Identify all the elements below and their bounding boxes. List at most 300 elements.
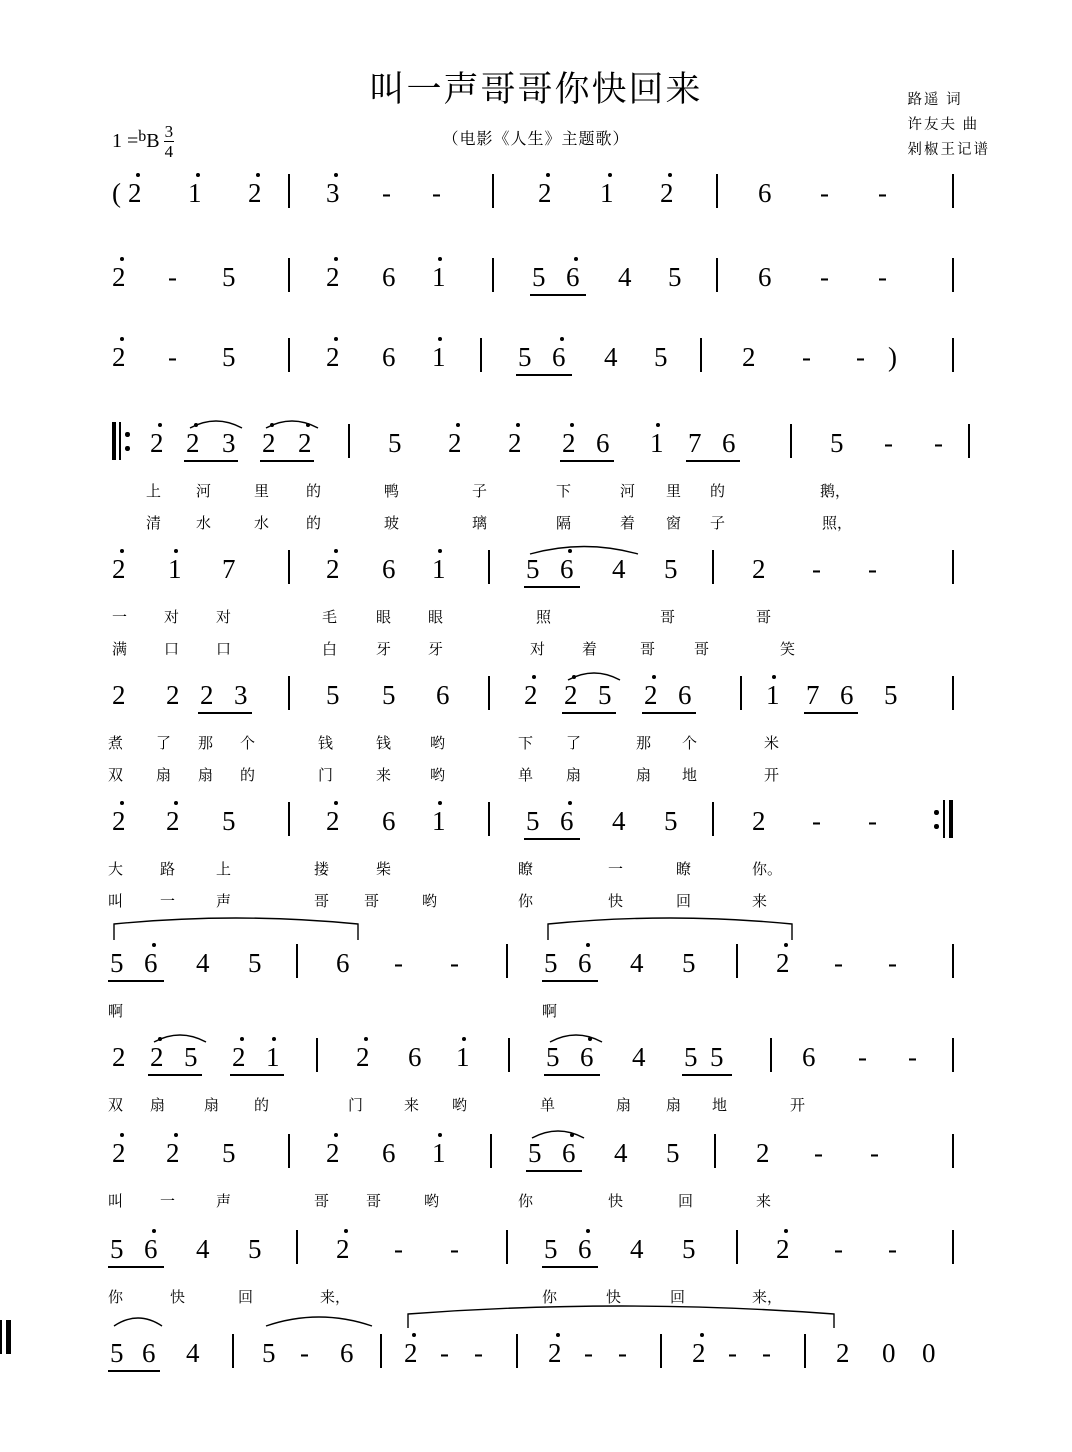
lyric-syllable: 子 bbox=[710, 516, 726, 532]
octave-dot bbox=[784, 1229, 788, 1233]
lyric-syllable: 那 bbox=[636, 736, 652, 752]
note: 5 bbox=[110, 948, 124, 978]
barline bbox=[348, 424, 350, 458]
note: 5 bbox=[546, 1042, 560, 1072]
lyric-syllable: 哥 bbox=[694, 642, 710, 658]
octave-dot bbox=[120, 337, 124, 341]
note: 5 bbox=[222, 262, 236, 292]
note: 5 bbox=[654, 342, 668, 372]
slur bbox=[112, 1308, 164, 1328]
octave-dot bbox=[438, 337, 442, 341]
note: 2 bbox=[186, 428, 200, 458]
lyric-syllable: 来 bbox=[752, 894, 768, 910]
note: 6 bbox=[336, 948, 350, 978]
octave-dot bbox=[364, 1037, 368, 1041]
note: 2 bbox=[644, 680, 658, 710]
note: 4 bbox=[196, 948, 210, 978]
barline bbox=[288, 802, 290, 836]
lyric-syllable: 声 bbox=[216, 894, 232, 910]
note: 6 bbox=[340, 1338, 354, 1368]
credits-block bbox=[908, 88, 991, 163]
lyric-syllable: 一 bbox=[160, 894, 176, 910]
lyric-syllable: 水 bbox=[254, 516, 270, 532]
note: - bbox=[450, 1234, 459, 1264]
note: - bbox=[884, 428, 893, 458]
note: - bbox=[878, 178, 887, 208]
lyric-syllable: 扇 bbox=[156, 768, 172, 784]
lyric-syllable: 扇 bbox=[636, 768, 652, 784]
barline bbox=[288, 676, 290, 710]
note: 4 bbox=[632, 1042, 646, 1072]
octave-dot bbox=[568, 549, 572, 553]
note: 4 bbox=[630, 1234, 644, 1264]
beam-underline bbox=[108, 1266, 164, 1268]
note: 6 bbox=[840, 680, 854, 710]
note: 2 bbox=[776, 948, 790, 978]
lyric-syllable: 哥 bbox=[314, 1194, 330, 1210]
lyric-syllable: 哟 bbox=[430, 768, 446, 784]
lyric-syllable: 璃 bbox=[472, 516, 488, 532]
stave-line-10 bbox=[0, 1128, 1072, 1224]
page-title: 叫一声哥哥你快回来 bbox=[369, 70, 703, 109]
barline bbox=[952, 258, 954, 292]
lyric-syllable: 来 bbox=[756, 1194, 772, 1210]
stave-line-1 bbox=[0, 168, 1072, 252]
stave-line-5 bbox=[0, 544, 1072, 670]
note: 2 bbox=[326, 262, 340, 292]
barline bbox=[952, 1230, 954, 1264]
octave-dot bbox=[334, 173, 338, 177]
octave-dot bbox=[516, 423, 520, 427]
note: 6 bbox=[382, 554, 396, 584]
octave-dot bbox=[158, 423, 162, 427]
octave-dot bbox=[546, 173, 550, 177]
barline bbox=[296, 944, 298, 978]
lyric-syllable: 你 bbox=[518, 894, 534, 910]
barline bbox=[952, 174, 954, 208]
note: 2 bbox=[776, 1234, 790, 1264]
barline bbox=[714, 1134, 716, 1168]
note: 4 bbox=[614, 1138, 628, 1168]
note: 5 bbox=[222, 806, 236, 836]
octave-dot bbox=[334, 257, 338, 261]
note: - bbox=[168, 262, 177, 292]
note: 6 bbox=[382, 806, 396, 836]
octave-dot bbox=[570, 1133, 574, 1137]
slur bbox=[264, 1308, 374, 1328]
note: - bbox=[812, 806, 821, 836]
lyric-syllable: 钱 bbox=[318, 736, 334, 752]
lyric-syllable: 照， bbox=[822, 516, 853, 532]
note: 2 bbox=[166, 806, 180, 836]
note: 5 bbox=[884, 680, 898, 710]
note: - bbox=[394, 948, 403, 978]
lyric-syllable: 的 bbox=[710, 484, 726, 500]
note: 3 bbox=[234, 680, 248, 710]
note: 1 bbox=[432, 1138, 446, 1168]
lyric-syllable: 河 bbox=[196, 484, 212, 500]
note: 2 bbox=[538, 178, 552, 208]
lyric-syllable: 对 bbox=[530, 642, 546, 658]
barline bbox=[288, 338, 290, 372]
lyric-syllable: 地 bbox=[682, 768, 698, 784]
lyric-syllable: 哥 bbox=[366, 1194, 382, 1210]
note: 2 bbox=[112, 1042, 126, 1072]
beam-underline bbox=[562, 712, 616, 714]
barline bbox=[488, 676, 490, 710]
octave-dot bbox=[668, 173, 672, 177]
lyric-syllable: 快 bbox=[608, 894, 624, 910]
barline bbox=[490, 1134, 492, 1168]
note: 1 bbox=[432, 262, 446, 292]
note: - bbox=[870, 1138, 879, 1168]
octave-dot bbox=[120, 257, 124, 261]
note: 2 bbox=[524, 680, 538, 710]
lyric-syllable: 对 bbox=[216, 610, 232, 626]
barline bbox=[712, 802, 714, 836]
stave-line-9 bbox=[0, 1032, 1072, 1128]
lyric-syllable: 着 bbox=[582, 642, 598, 658]
note: 2 bbox=[326, 342, 340, 372]
lyric-syllable: 哟 bbox=[422, 894, 438, 910]
note: 5 bbox=[682, 1234, 696, 1264]
lyric-syllable: 啊 bbox=[108, 1004, 124, 1020]
beam-underline bbox=[148, 1074, 202, 1076]
note: 2 bbox=[166, 1138, 180, 1168]
note: 6 bbox=[578, 1234, 592, 1264]
note: 5 bbox=[682, 948, 696, 978]
octave-dot bbox=[438, 1133, 442, 1137]
note: 6 bbox=[144, 1234, 158, 1264]
barline bbox=[790, 424, 792, 458]
note: - bbox=[300, 1338, 309, 1368]
lyric-syllable: 鹅， bbox=[820, 484, 851, 500]
lyric-syllable: 了 bbox=[566, 736, 582, 752]
lyric-syllable: 来， bbox=[320, 1290, 351, 1306]
lyric-syllable: 快 bbox=[608, 1194, 624, 1210]
key-letter: B bbox=[146, 129, 160, 152]
note: - bbox=[820, 178, 829, 208]
note: 1 bbox=[600, 178, 614, 208]
lyric-syllable: 啊 bbox=[542, 1004, 558, 1020]
stave-line-8 bbox=[0, 928, 1072, 1032]
note: 2 bbox=[326, 554, 340, 584]
lyric-syllable: 的 bbox=[254, 1098, 270, 1114]
note: 3 bbox=[222, 428, 236, 458]
octave-dot bbox=[570, 423, 574, 427]
note: - bbox=[168, 342, 177, 372]
note: 5 bbox=[528, 1138, 542, 1168]
octave-dot bbox=[784, 943, 788, 947]
barline bbox=[740, 676, 742, 710]
note: 2 bbox=[150, 1042, 164, 1072]
lyric-syllable: 大 bbox=[108, 862, 124, 878]
credit-transcriber: 剁椒王记谱 bbox=[907, 142, 990, 158]
lyric-syllable: 下 bbox=[556, 484, 572, 500]
note: - bbox=[888, 1234, 897, 1264]
beam-underline bbox=[804, 712, 858, 714]
note: - bbox=[728, 1338, 737, 1368]
credit-composer: 许友夫 曲 bbox=[907, 117, 980, 133]
note: 5 bbox=[518, 342, 532, 372]
note: 6 bbox=[144, 948, 158, 978]
note: - bbox=[618, 1338, 627, 1368]
lyric-syllable: 开 bbox=[790, 1098, 806, 1114]
lyric-syllable: 一 bbox=[608, 862, 624, 878]
stave-line-6 bbox=[0, 670, 1072, 796]
beam-underline bbox=[642, 712, 696, 714]
lyric-syllable: 口 bbox=[164, 642, 180, 658]
note: 5 bbox=[544, 1234, 558, 1264]
note: 2 bbox=[112, 342, 126, 372]
note: 5 bbox=[248, 948, 262, 978]
lyric-syllable: 眼 bbox=[428, 610, 444, 626]
note: - bbox=[440, 1338, 449, 1368]
note: 6 bbox=[382, 262, 396, 292]
octave-dot bbox=[344, 1229, 348, 1233]
note: 5 bbox=[598, 680, 612, 710]
note: 5 bbox=[382, 680, 396, 710]
barline bbox=[492, 174, 494, 208]
lyric-syllable: 上 bbox=[146, 484, 162, 500]
octave-dot bbox=[608, 173, 612, 177]
octave-dot bbox=[586, 1229, 590, 1233]
note: 2 bbox=[232, 1042, 246, 1072]
note: 6 bbox=[552, 342, 566, 372]
lyric-syllable: 哥 bbox=[660, 610, 676, 626]
barline bbox=[288, 1134, 290, 1168]
barline bbox=[288, 174, 290, 208]
octave-dot bbox=[568, 801, 572, 805]
note: 2 bbox=[112, 680, 126, 710]
slur bbox=[546, 916, 794, 942]
note: 5 bbox=[326, 680, 340, 710]
lyric-syllable: 你 bbox=[542, 1290, 558, 1306]
note: - bbox=[888, 948, 897, 978]
octave-dot bbox=[120, 549, 124, 553]
note: 5 bbox=[830, 428, 844, 458]
octave-dot bbox=[256, 173, 260, 177]
note: 6 bbox=[560, 806, 574, 836]
barline bbox=[506, 944, 508, 978]
barline bbox=[712, 550, 714, 584]
lyric-syllable: 里 bbox=[254, 484, 270, 500]
note: 4 bbox=[630, 948, 644, 978]
octave-dot bbox=[120, 801, 124, 805]
page-subtitle: （电影《人生》主题歌） bbox=[442, 131, 630, 148]
octave-dot bbox=[334, 801, 338, 805]
octave-dot bbox=[196, 173, 200, 177]
note: 6 bbox=[436, 680, 450, 710]
note: 2 bbox=[200, 680, 214, 710]
lyric-syllable: 哥 bbox=[364, 894, 380, 910]
barline bbox=[488, 802, 490, 836]
octave-dot bbox=[438, 801, 442, 805]
note: 6 bbox=[802, 1042, 816, 1072]
beam-underline bbox=[560, 460, 614, 462]
barline bbox=[952, 944, 954, 978]
barline bbox=[952, 1134, 954, 1168]
note: 2 bbox=[326, 806, 340, 836]
lyric-syllable: 柴 bbox=[376, 862, 392, 878]
note: 1 bbox=[168, 554, 182, 584]
lyric-syllable: 的 bbox=[306, 516, 322, 532]
note: 6 bbox=[566, 262, 580, 292]
note: 2 bbox=[298, 428, 312, 458]
key-signature bbox=[112, 121, 174, 161]
lyric-syllable: 快 bbox=[170, 1290, 186, 1306]
note: 2 bbox=[248, 178, 262, 208]
note: 5 bbox=[710, 1042, 724, 1072]
note: 4 bbox=[604, 342, 618, 372]
note: 6 bbox=[596, 428, 610, 458]
note: 2 bbox=[508, 428, 522, 458]
note: - bbox=[934, 428, 943, 458]
lyric-syllable: 扇 bbox=[204, 1098, 220, 1114]
note: 5 bbox=[184, 1042, 198, 1072]
credit-lyricist: 路遥 词 bbox=[907, 92, 963, 108]
lyric-syllable: 双 bbox=[108, 768, 124, 784]
lyric-syllable: 回 bbox=[676, 894, 692, 910]
note: - bbox=[802, 342, 811, 372]
lyric-syllable: 路 bbox=[160, 862, 176, 878]
lyric-syllable: 哥 bbox=[640, 642, 656, 658]
beam-underline bbox=[526, 1170, 582, 1172]
note: 5 bbox=[262, 1338, 276, 1368]
lyric-syllable: 窗 bbox=[666, 516, 682, 532]
barline bbox=[952, 550, 954, 584]
beam-underline bbox=[108, 980, 164, 982]
note: 5 bbox=[684, 1042, 698, 1072]
octave-dot bbox=[438, 549, 442, 553]
barline bbox=[660, 1334, 662, 1368]
barline bbox=[516, 1334, 518, 1368]
note: 1 bbox=[650, 428, 664, 458]
note: 1 bbox=[432, 342, 446, 372]
lyric-syllable: 双 bbox=[108, 1098, 124, 1114]
beam-underline bbox=[230, 1074, 284, 1076]
lyric-syllable: 声 bbox=[216, 1194, 232, 1210]
octave-dot bbox=[772, 675, 776, 679]
note: 6 bbox=[578, 948, 592, 978]
note: 2 bbox=[150, 428, 164, 458]
lyric-syllable: 白 bbox=[322, 642, 338, 658]
octave-dot bbox=[412, 1333, 416, 1337]
note: 2 bbox=[166, 680, 180, 710]
note: 5 bbox=[664, 806, 678, 836]
note: - bbox=[858, 1042, 867, 1072]
lyric-syllable: 回 bbox=[678, 1194, 694, 1210]
lyric-syllable: 里 bbox=[666, 484, 682, 500]
barline bbox=[296, 1230, 298, 1264]
note: 5 bbox=[668, 262, 682, 292]
note: ( bbox=[112, 178, 121, 208]
lyric-syllable: 扇 bbox=[150, 1098, 166, 1114]
octave-dot bbox=[556, 1333, 560, 1337]
beam-underline bbox=[516, 374, 572, 376]
octave-dot bbox=[462, 1037, 466, 1041]
octave-dot bbox=[152, 1229, 156, 1233]
barline bbox=[492, 258, 494, 292]
note: 5 bbox=[222, 1138, 236, 1168]
beam-underline bbox=[682, 1074, 732, 1076]
lyric-syllable: 单 bbox=[540, 1098, 556, 1114]
note: 5 bbox=[526, 554, 540, 584]
octave-dot bbox=[240, 1037, 244, 1041]
octave-dot bbox=[334, 337, 338, 341]
barline bbox=[952, 1038, 954, 1072]
slur bbox=[112, 916, 360, 942]
lyric-syllable: 隔 bbox=[556, 516, 572, 532]
note: 2 bbox=[660, 178, 674, 208]
lyric-syllable: 米 bbox=[764, 736, 780, 752]
note: 2 bbox=[548, 1338, 562, 1368]
octave-dot bbox=[652, 675, 656, 679]
note: 5 bbox=[222, 342, 236, 372]
note: 4 bbox=[612, 554, 626, 584]
note: 5 bbox=[110, 1234, 124, 1264]
octave-dot bbox=[306, 423, 310, 427]
octave-dot bbox=[272, 1037, 276, 1041]
note: 6 bbox=[722, 428, 736, 458]
lyric-syllable: 你 bbox=[108, 1290, 124, 1306]
lyric-syllable: 口 bbox=[216, 642, 232, 658]
note: 0 bbox=[922, 1338, 936, 1368]
note: 6 bbox=[382, 1138, 396, 1168]
lyric-syllable: 个 bbox=[682, 736, 698, 752]
lyric-syllable: 单 bbox=[518, 768, 534, 784]
note: - bbox=[450, 948, 459, 978]
lyric-syllable: 来 bbox=[404, 1098, 420, 1114]
lyric-syllable: 扇 bbox=[666, 1098, 682, 1114]
note: 2 bbox=[262, 428, 276, 458]
lyric-syllable: 瞭 bbox=[676, 862, 692, 878]
octave-dot bbox=[194, 423, 198, 427]
note: 2 bbox=[112, 1138, 126, 1168]
key-label: 1 = bbox=[112, 129, 139, 152]
note: 2 bbox=[448, 428, 462, 458]
octave-dot bbox=[572, 675, 576, 679]
flat-symbol: b bbox=[138, 128, 147, 145]
lyric-syllable: 来 bbox=[376, 768, 392, 784]
barline bbox=[506, 1230, 508, 1264]
note: 2 bbox=[326, 1138, 340, 1168]
stave-line-12 bbox=[0, 1320, 1072, 1400]
stave-line-2 bbox=[0, 252, 1072, 332]
note: 2 bbox=[404, 1338, 418, 1368]
note: - bbox=[432, 178, 441, 208]
lyric-syllable: 你。 bbox=[752, 862, 783, 878]
beam-underline bbox=[542, 1266, 598, 1268]
lyric-syllable: 河 bbox=[620, 484, 636, 500]
note: 2 bbox=[836, 1338, 850, 1368]
barline bbox=[232, 1334, 234, 1368]
lyric-syllable: 笑 bbox=[780, 642, 796, 658]
note: 5 bbox=[110, 1338, 124, 1368]
lyric-syllable: 煮 bbox=[108, 736, 124, 752]
octave-dot bbox=[174, 801, 178, 805]
octave-dot bbox=[152, 943, 156, 947]
note: 5 bbox=[388, 428, 402, 458]
lyric-syllable: 照 bbox=[536, 610, 552, 626]
lyric-syllable: 的 bbox=[306, 484, 322, 500]
note: 7 bbox=[806, 680, 820, 710]
barline bbox=[288, 258, 290, 292]
note: 2 bbox=[692, 1338, 706, 1368]
lyric-syllable: 那 bbox=[198, 736, 214, 752]
note: - bbox=[762, 1338, 771, 1368]
lyric-syllable: 一 bbox=[112, 610, 128, 626]
